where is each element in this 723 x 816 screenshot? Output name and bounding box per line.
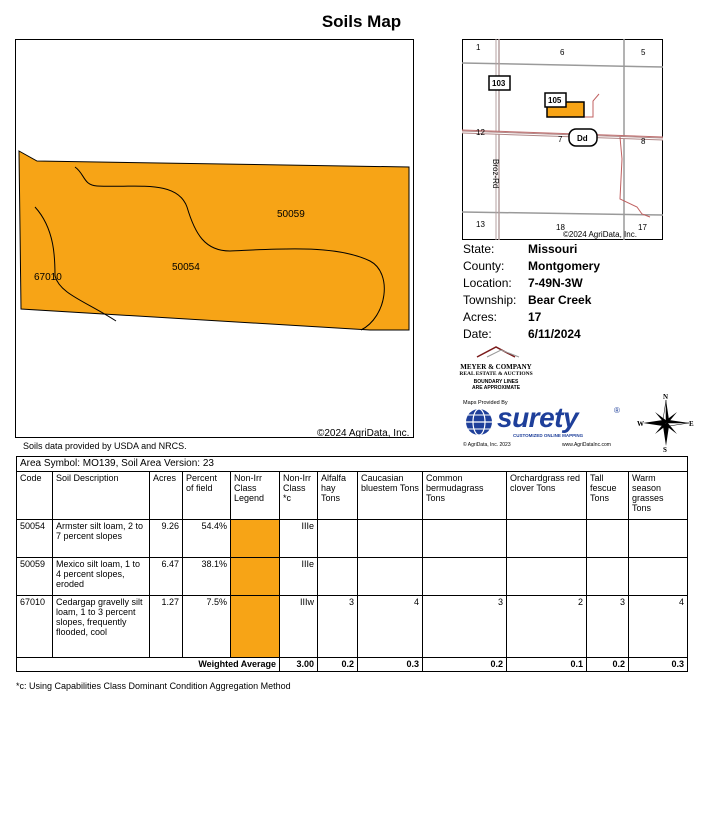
globe-icon xyxy=(464,407,494,437)
section-17: 17 xyxy=(638,223,647,232)
agridata-right: www.AgriDataInc.com xyxy=(562,442,611,448)
header-orchard: Orchardgrass red clover Tons xyxy=(507,472,587,520)
svg-text:S: S xyxy=(663,446,667,452)
svg-text:103: 103 xyxy=(492,79,506,88)
area-symbol: Area Symbol: MO139, Soil Area Version: 23 xyxy=(17,457,688,472)
surety-logo: surety ® CUSTOMIZED ONLINE MAPPING xyxy=(463,406,623,442)
compass-icon xyxy=(637,394,695,452)
locator-copyright: ©2024 AgriData, Inc. xyxy=(563,230,637,239)
header-alfalfa: Alfalfa hay Tons xyxy=(318,472,358,520)
boundary-line2: ARE APPROXIMATE xyxy=(471,385,521,391)
location-value: 7-49N-3W xyxy=(528,276,583,290)
header-acres: Acres xyxy=(150,472,183,520)
header-code: Code xyxy=(17,472,53,520)
table-row: 67010 Cedargap gravelly silt loam, 1 to 3 percent slopes, frequently flooded, cool 1.27 7.5% IIIw 3 4 3 2 3 4 xyxy=(17,596,688,658)
soils-main-map[interactable] xyxy=(15,39,414,438)
section-13: 13 xyxy=(476,220,485,229)
compass-rose xyxy=(637,394,695,452)
header-caucasian: Caucasian bluestem Tons xyxy=(358,472,423,520)
house-roof-icon xyxy=(459,346,533,358)
meyer-company-logo xyxy=(459,345,533,391)
weighted-average-label: Weighted Average xyxy=(17,658,280,672)
section-6: 6 xyxy=(560,48,565,57)
township-value: Bear Creek xyxy=(528,293,592,307)
class-legend-swatch xyxy=(231,520,280,558)
header-class: Non-Irr Class *c xyxy=(280,472,318,520)
label-50059: 50059 xyxy=(277,209,305,220)
route-shield-dd xyxy=(569,129,597,146)
section-1: 1 xyxy=(476,43,481,52)
header-soil-description: Soil Description xyxy=(53,472,150,520)
header-class-legend: Non-Irr Class Legend xyxy=(231,472,280,520)
svg-text:105: 105 xyxy=(548,96,562,105)
class-legend-swatch xyxy=(231,596,280,658)
boundary-line1: BOUNDARY LINES xyxy=(473,379,519,385)
township-label: Township: xyxy=(463,293,517,307)
meyer-line2: REAL ESTATE & AUCTIONS xyxy=(459,371,533,377)
svg-text:Dd: Dd xyxy=(577,134,588,143)
surety-wordmark: surety xyxy=(497,402,579,433)
section-8: 8 xyxy=(641,137,646,146)
table-row: 50054 Armster silt loam, 2 to 7 percent slopes 9.26 54.4% IIIe xyxy=(17,520,688,558)
section-5: 5 xyxy=(641,48,646,57)
state-label: State: xyxy=(463,242,495,256)
label-67010: 67010 xyxy=(34,272,62,283)
header-fescue: Tall fescue Tons xyxy=(587,472,629,520)
date-value: 6/11/2024 xyxy=(528,327,581,341)
section-18: 18 xyxy=(556,223,565,232)
field-boundary xyxy=(19,151,409,330)
source-note: Soils data provided by USDA and NRCS. xyxy=(23,441,187,451)
route-shield-105 xyxy=(545,93,566,107)
route-shield-103 xyxy=(489,76,510,90)
header-warm: Warm season grasses Tons xyxy=(629,472,688,520)
county-label: County: xyxy=(463,259,505,273)
main-map-copyright: ©2024 AgriData, Inc. xyxy=(317,428,410,438)
maps-provided-by: Maps Provided By xyxy=(463,400,508,406)
state-value: Missouri xyxy=(528,242,578,256)
meyer-line1: MEYER & COMPANY xyxy=(460,363,532,371)
section-12: 12 xyxy=(476,128,485,137)
header-bermuda: Common bermudagrass Tons xyxy=(423,472,507,520)
location-info xyxy=(463,241,600,343)
road-name-broz: Broz-Rd xyxy=(491,159,500,189)
page-title: Soils Map xyxy=(321,12,402,31)
footnote: *c: Using Capabilities Class Dominant Condition Aggregation Method xyxy=(16,681,291,691)
svg-text:E: E xyxy=(689,420,694,428)
table-row: 50059 Mexico silt loam, 1 to 4 percent slopes, eroded 6.47 38.1% IIIe xyxy=(17,558,688,596)
agridata-left: © AgriData, Inc. 2023 xyxy=(463,442,511,448)
class-legend-swatch xyxy=(231,558,280,596)
header-percent: Percent of field xyxy=(183,472,231,520)
acres-value: 17 xyxy=(528,310,542,324)
locator-map[interactable] xyxy=(462,39,663,240)
location-label: Location: xyxy=(463,276,512,290)
section-7: 7 xyxy=(558,135,563,144)
acres-label: Acres: xyxy=(463,310,498,324)
soils-table xyxy=(16,456,688,672)
weighted-average-row: Weighted Average 3.00 0.2 0.3 0.2 0.1 0.2 0.3 xyxy=(17,658,688,672)
svg-text:W: W xyxy=(637,420,644,428)
label-50054: 50054 xyxy=(172,262,200,273)
date-label: Date: xyxy=(463,327,492,341)
svg-text:N: N xyxy=(663,394,669,401)
surety-tagline: CUSTOMIZED ONLINE MAPPING xyxy=(513,433,584,438)
county-value: Montgomery xyxy=(528,259,600,273)
